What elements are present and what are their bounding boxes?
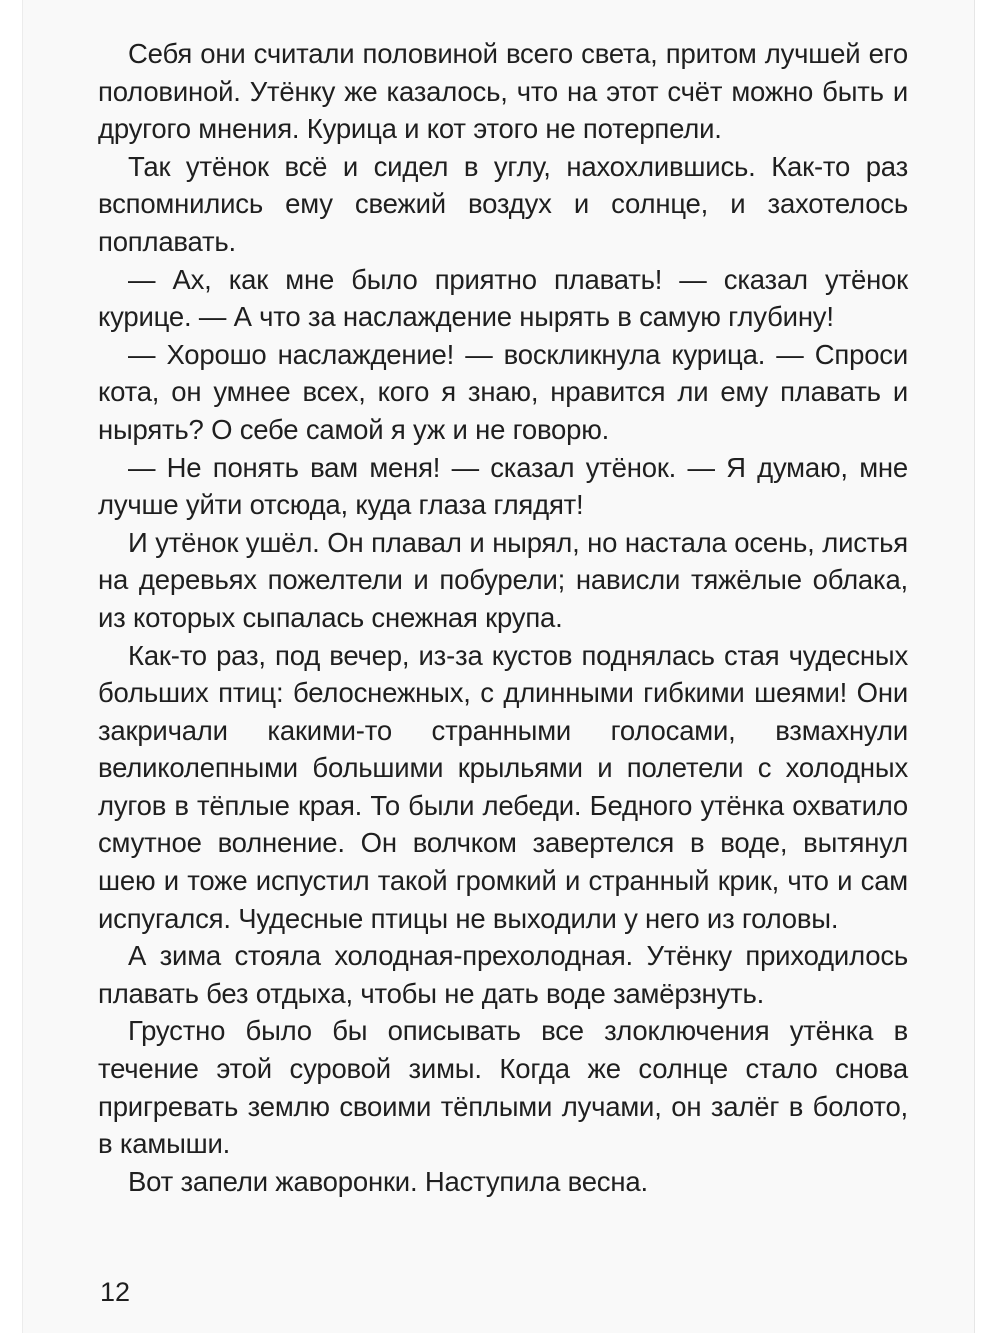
paragraph-6: И утёнок ушёл. Он плавал и нырял, но настала осень, листья на деревьях пожелтели и побурели; нависли тяжёлые облака, из которых сыпалась снежная крупа. xyxy=(98,526,908,633)
paragraph-3: — Ах, как мне было приятно плавать! — сказал утёнок курице. — А что за наслаждение нырять в самую глубину! xyxy=(98,263,908,333)
page-number: 12 xyxy=(100,1277,131,1307)
paragraph-7: Как-то раз, под вечер, из-за кустов поднялась стая чудесных больших птиц: белоснежных, с длинными гибкими шеями! Они закричали какими-то странными голосами, взмахнули великолепными большими крыльями и полетели с холодных лугов в тёплые края. То были лебеди. Бедного утёнка охватило смутное волнение. Он волчком завертелся в воде, вытянул шею и тоже испустил такой громкий и странный крик, что и сам испугался. Чудесные птицы не выходили у него из головы. xyxy=(98,639,908,934)
page-text xyxy=(98,35,908,1200)
paragraph-4: — Хорошо наслаждение! — воскликнула курица. — Спроси кота, он умнее всех, кого я знаю, нравится ли ему плавать и нырять? О себе самой я уж и не говорю. xyxy=(98,338,908,445)
paragraph-10: Вот запели жаворонки. Наступила весна. xyxy=(128,1165,648,1197)
paragraph-2: Так утёнок всё и сидел в углу, нахохлившись. Как-то раз вспомнились ему свежий воздух и солнце, и захотелось поплавать. xyxy=(98,150,908,257)
paragraph-1: Себя они считали половиной всего света, притом лучшей его половиной. Утёнку же казалось, что на этот счёт можно быть и другого мнения. Курица и кот этого не потерпели. xyxy=(98,38,908,145)
book-page xyxy=(22,0,975,1333)
paragraph-5: — Не понять вам меня! — сказал утёнок. — Я думаю, мне лучше уйти отсюда, куда глаза глядят! xyxy=(98,451,908,521)
paragraph-9: Грустно было бы описывать все злоключения утёнка в течение этой суровой зимы. Когда же солнце стало снова пригревать землю своими тёплыми лучами, он залёг в болото, в камыши. xyxy=(98,1015,908,1160)
paragraph-8: А зима стояла холодная-прехолодная. Утёнку приходилось плавать без отдыха, чтобы не дать воде замёрзнуть. xyxy=(98,940,908,1009)
